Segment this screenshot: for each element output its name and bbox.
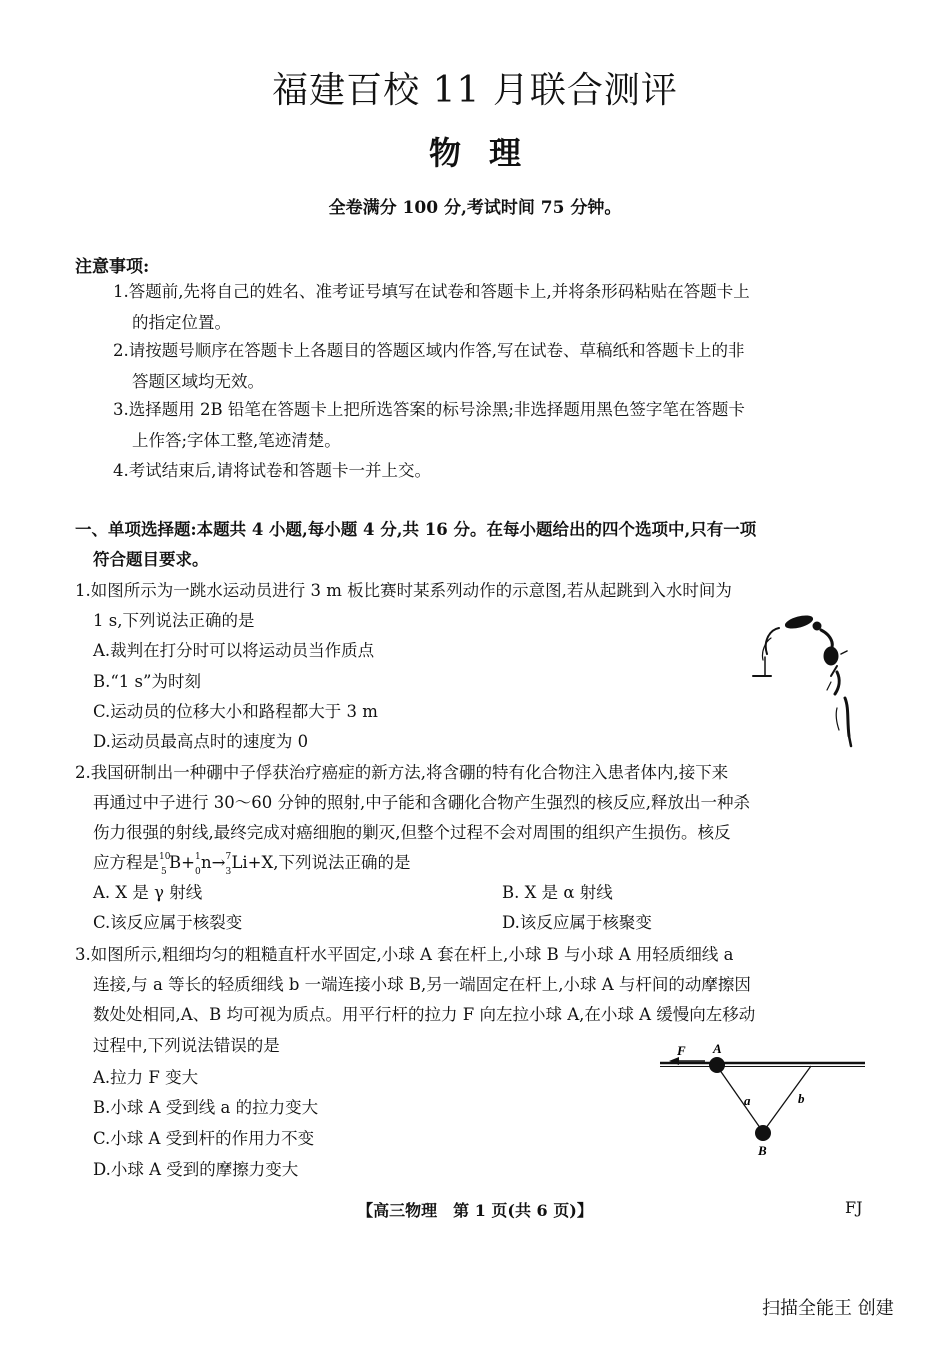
note-1-line-2: 的指定位置。 [132, 313, 231, 332]
region-code: FJ [845, 1198, 863, 1217]
q2-stem-line-4-suffix: ,下列说法正确的是 [273, 853, 411, 872]
label-f: F [677, 1043, 686, 1058]
note-2-line-1: 2.请按题号顺序在答题卡上各题目的答题区域内作答,写在试卷、草稿纸和答题卡上的非 [113, 341, 745, 360]
q1-option-d: D.运动员最高点时的速度为 0 [93, 732, 309, 751]
section1-heading-line-1: 一、单项选择题:本题共 4 小题,每小题 4 分,共 16 分。在每小题给出的四个选项中,只有一项 [75, 520, 757, 539]
q3-option-b: B.小球 A 受到线 a 的拉力变大 [93, 1098, 319, 1117]
notes-heading: 注意事项: [75, 257, 150, 277]
subject-title: 物理 [428, 134, 549, 172]
q3-option-d: D.小球 A 受到的摩擦力变大 [93, 1160, 299, 1179]
q3-stem-line-4: 过程中,下列说法错误的是 [93, 1036, 280, 1055]
q2-stem-line-1: 2.我国研制出一种硼中子俘获治疗癌症的新方法,将含硼的特有化合物注入患者体内,接下来 [75, 763, 729, 782]
q1-option-c: C.运动员的位移大小和路程都大于 3 m [93, 702, 378, 721]
q2-stem-line-3: 伤力很强的射线,最终完成对癌细胞的剿灭,但整个过程不会对周围的组织产生损伤。核反 [93, 823, 731, 842]
scanner-watermark: 扫描全能王 创建 [762, 1298, 894, 1319]
q2-option-b: B. X 是 α 射线 [502, 883, 613, 902]
neutron-nuclide: 1 0 n [194, 852, 212, 877]
q3-option-a: A.拉力 F 变大 [93, 1068, 199, 1087]
note-4: 4.考试结束后,请将试卷和答题卡一并上交。 [113, 461, 431, 480]
note-3-line-1: 3.选择题用 2B 铅笔在答题卡上把所选答案的标号涂黑;非选择题用黑色签字笔在答题卡 [113, 400, 745, 419]
nuclear-equation: 10 5 B+ 1 0 n→ 7 3 Li+X [159, 853, 273, 872]
q3-stem-line-1: 3.如图所示,粗细均匀的粗糙直杆水平固定,小球 A 套在杆上,小球 B 与小球 A 用轻质细线 a [75, 945, 734, 964]
label-b-string: b [798, 1091, 805, 1106]
page-footer: 【高三物理 第 1 页(共 6 页)】 [357, 1201, 593, 1220]
q1-option-b: B.“1 s”为时刻 [93, 672, 201, 691]
section1-heading-line-2: 符合题目要求。 [93, 550, 209, 569]
q1-stem-line-2: 1 s,下列说法正确的是 [93, 611, 255, 630]
lithium-nuclide: 7 3 Li [225, 852, 248, 877]
ball-a [709, 1057, 725, 1073]
label-a-string: a [744, 1093, 751, 1108]
note-2-line-2: 答题区域均无效。 [132, 372, 264, 391]
q3-stem-line-2: 连接,与 a 等长的轻质细线 b 一端连接小球 B,另一端固定在杆上,小球 A 与杆间的动摩擦因 [93, 975, 751, 994]
ball-b [755, 1125, 771, 1141]
q2-stem-line-4-prefix: 应方程是 [93, 853, 159, 872]
boron-nuclide: 10 5 B [159, 852, 182, 877]
note-1-line-1: 1.答题前,先将自己的姓名、准考证号填写在试卷和答题卡上,并将条形码粘贴在答题卡上 [113, 282, 750, 301]
q2-stem-line-4 [93, 848, 411, 878]
diver-figure [745, 612, 865, 752]
label-a-ball: A [713, 1041, 722, 1056]
q2-option-d: D.该反应属于核聚变 [502, 913, 652, 932]
exam-info: 全卷满分 100 分,考试时间 75 分钟。 [328, 198, 622, 218]
q1-option-a: A.裁判在打分时可以将运动员当作质点 [93, 641, 375, 660]
q2-stem-line-2: 再通过中子进行 30～60 分钟的照射,中子能和含硼化合物产生强烈的核反应,释放出一种杀 [93, 793, 750, 812]
rod-ball-figure [655, 1040, 870, 1165]
label-b-ball: B [758, 1143, 767, 1158]
q2-option-a: A. X 是 γ 射线 [93, 883, 203, 902]
exam-title: 福建百校 11 月联合测评 [272, 70, 678, 111]
q3-stem-line-3: 数处处相同,A、B 均可视为质点。用平行杆的拉力 F 向左拉小球 A,在小球 A 缓慢向左移动 [93, 1005, 756, 1024]
q1-stem-line-1: 1.如图所示为一跳水运动员进行 3 m 板比赛时某系列动作的示意图,若从起跳到入水时间为 [75, 581, 732, 600]
q2-option-c: C.该反应属于核裂变 [93, 913, 243, 932]
note-3-line-2: 上作答;字体工整,笔迹清楚。 [132, 431, 341, 450]
q3-option-c: C.小球 A 受到杆的作用力不变 [93, 1129, 315, 1148]
string-a [717, 1066, 763, 1132]
